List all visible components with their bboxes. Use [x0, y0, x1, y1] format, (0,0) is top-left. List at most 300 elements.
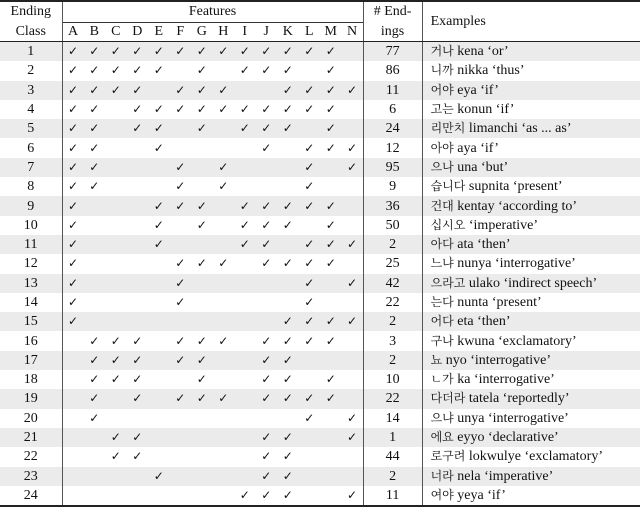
empty-cell — [191, 428, 213, 447]
ending-class-cell: 10 — [0, 216, 62, 235]
check-icon: ✓ — [282, 217, 293, 232]
empty-cell — [148, 254, 170, 273]
empty-cell — [170, 447, 192, 466]
empty-cell — [299, 351, 321, 370]
ending-class-header-2: Class — [0, 23, 62, 42]
table-row — [0, 428, 640, 447]
endings-count-cell: 9 — [363, 177, 422, 196]
empty-cell — [320, 177, 342, 196]
check-icon: ✓ — [320, 312, 342, 331]
empty-cell — [170, 486, 192, 506]
check-icon: ✓ — [277, 351, 299, 370]
check-icon: ✓ — [110, 372, 121, 387]
empty-cell — [148, 177, 170, 196]
empty-cell — [299, 428, 321, 447]
table-row — [0, 196, 640, 215]
endings-count-cell: 22 — [363, 389, 422, 408]
example-gloss: limanchi ‘as ... as’ — [465, 121, 572, 137]
example-gloss: yeya ‘if’ — [453, 487, 506, 503]
empty-cell — [256, 293, 278, 312]
check-icon: ✓ — [299, 274, 321, 293]
endings-count-cell: 2 — [363, 467, 422, 486]
check-icon: ✓ — [132, 372, 143, 387]
ending-class-cell: 12 — [0, 254, 62, 273]
empty-cell — [84, 486, 106, 506]
example-cell — [422, 177, 640, 196]
check-icon: ✓ — [153, 140, 164, 155]
example-cell — [422, 467, 640, 486]
example-korean: 습니다 — [430, 179, 466, 194]
empty-cell — [213, 216, 235, 235]
check-icon: ✓ — [110, 333, 121, 348]
example-gloss: unya ‘interrogative’ — [453, 410, 569, 426]
feature-column-i: I — [234, 23, 256, 42]
example-cell — [422, 351, 640, 370]
example-korean: 거나 — [430, 44, 454, 59]
feature-column-d: D — [127, 23, 149, 42]
check-icon: ✓ — [256, 428, 278, 447]
endings-count-cell: 10 — [363, 370, 422, 389]
check-icon: ✓ — [325, 333, 336, 348]
example-cell — [422, 119, 640, 138]
empty-cell — [127, 274, 149, 293]
empty-cell — [234, 351, 256, 370]
check-icon: ✓ — [304, 140, 315, 155]
check-icon: ✓ — [175, 102, 186, 117]
endings-count-cell: 1 — [363, 428, 422, 447]
empty-cell — [170, 119, 192, 138]
endings-count-cell: 44 — [363, 447, 422, 466]
empty-cell — [105, 158, 127, 177]
example-cell — [422, 370, 640, 389]
empty-cell — [127, 312, 149, 331]
empty-cell — [191, 293, 213, 312]
endings-count-cell: 22 — [363, 293, 422, 312]
table-body — [0, 42, 640, 507]
check-icon: ✓ — [299, 235, 321, 254]
example-gloss: kena ‘or’ — [453, 44, 509, 60]
check-icon: ✓ — [132, 63, 143, 78]
feature-column-f: F — [170, 23, 192, 42]
empty-cell — [170, 370, 192, 389]
empty-cell — [213, 274, 235, 293]
check-icon: ✓ — [256, 235, 278, 254]
example-korean: 다더라 — [430, 391, 466, 406]
check-icon: ✓ — [84, 81, 106, 100]
empty-cell — [127, 235, 149, 254]
empty-cell — [342, 389, 364, 408]
example-korean: 구나 — [430, 333, 454, 348]
check-icon: ✓ — [148, 119, 170, 138]
empty-cell — [320, 409, 342, 428]
empty-cell — [84, 216, 106, 235]
endings-count-cell: 11 — [363, 81, 422, 100]
check-icon: ✓ — [132, 102, 143, 117]
empty-cell — [256, 312, 278, 331]
table-row — [0, 254, 640, 273]
empty-cell — [170, 428, 192, 447]
ending-class-cell: 18 — [0, 370, 62, 389]
check-icon: ✓ — [304, 256, 315, 271]
table-row — [0, 467, 640, 486]
ending-class-cell: 16 — [0, 331, 62, 350]
check-icon: ✓ — [127, 351, 149, 370]
example-cell — [422, 293, 640, 312]
check-icon: ✓ — [89, 179, 100, 194]
check-icon: ✓ — [62, 196, 84, 215]
example-korean: 여야 — [430, 487, 454, 502]
check-icon: ✓ — [196, 372, 207, 387]
check-icon: ✓ — [277, 312, 299, 331]
check-icon: ✓ — [196, 102, 207, 117]
check-icon: ✓ — [153, 102, 164, 117]
check-icon: ✓ — [320, 196, 342, 215]
ending-class-cell: 23 — [0, 467, 62, 486]
check-icon: ✓ — [84, 42, 106, 62]
empty-cell — [213, 235, 235, 254]
empty-cell — [191, 486, 213, 506]
check-icon: ✓ — [256, 486, 278, 506]
example-gloss: nunya ‘interrogative’ — [453, 256, 576, 272]
example-korean: 어야 — [430, 82, 454, 97]
check-icon: ✓ — [175, 333, 186, 348]
empty-cell — [105, 274, 127, 293]
example-korean: 뇨 — [430, 352, 443, 367]
check-icon: ✓ — [234, 235, 256, 254]
check-icon: ✓ — [196, 256, 207, 271]
check-icon: ✓ — [191, 42, 213, 62]
empty-cell — [256, 177, 278, 196]
feature-column-m: M — [320, 23, 342, 42]
check-icon: ✓ — [325, 256, 336, 271]
check-icon: ✓ — [62, 312, 84, 331]
empty-cell — [170, 138, 192, 157]
example-korean: 니까 — [430, 63, 454, 78]
empty-cell — [84, 235, 106, 254]
ending-class-cell: 2 — [0, 61, 62, 80]
empty-cell — [342, 196, 364, 215]
endings-count-cell: 6 — [363, 100, 422, 119]
example-korean: 어다 — [430, 314, 454, 329]
example-gloss: nunta ‘present’ — [453, 295, 542, 310]
ending-class-cell: 24 — [0, 486, 62, 506]
check-icon: ✓ — [239, 102, 250, 117]
empty-cell — [148, 81, 170, 100]
check-icon: ✓ — [234, 119, 256, 138]
empty-cell — [234, 370, 256, 389]
example-gloss: nyo ‘interrogative’ — [442, 352, 552, 368]
empty-cell — [191, 409, 213, 428]
table-row — [0, 293, 640, 312]
table-row — [0, 351, 640, 370]
endings-count-header-2: ings — [363, 23, 422, 42]
empty-cell — [234, 409, 256, 428]
check-icon: ✓ — [110, 449, 121, 464]
check-icon: ✓ — [89, 372, 100, 387]
check-icon: ✓ — [218, 256, 229, 271]
endings-count-header: # End- — [363, 1, 422, 23]
example-korean: 고는 — [430, 102, 454, 117]
check-icon: ✓ — [67, 256, 79, 271]
empty-cell — [342, 216, 364, 235]
empty-cell — [191, 447, 213, 466]
endings-count-cell: 36 — [363, 196, 422, 215]
empty-cell — [234, 467, 256, 486]
ending-class-cell: 5 — [0, 119, 62, 138]
check-icon: ✓ — [299, 158, 321, 177]
check-icon: ✓ — [218, 102, 229, 117]
check-icon: ✓ — [304, 333, 315, 348]
endings-count-cell: 77 — [363, 42, 422, 62]
example-gloss: nikka ‘thus’ — [453, 63, 525, 79]
endings-count-cell: 24 — [363, 119, 422, 138]
features-header: Features — [62, 1, 363, 23]
empty-cell — [256, 274, 278, 293]
empty-cell — [213, 467, 235, 486]
empty-cell — [105, 312, 127, 331]
empty-cell — [320, 293, 342, 312]
example-cell — [422, 447, 640, 466]
empty-cell — [299, 216, 321, 235]
endings-count-cell: 86 — [363, 61, 422, 80]
check-icon: ✓ — [320, 42, 342, 62]
check-icon: ✓ — [67, 217, 79, 232]
check-icon: ✓ — [342, 428, 364, 447]
empty-cell — [62, 467, 84, 486]
empty-cell — [62, 409, 84, 428]
check-icon: ✓ — [170, 274, 192, 293]
check-icon: ✓ — [342, 312, 364, 331]
example-gloss: una ‘but’ — [453, 159, 509, 175]
empty-cell — [320, 447, 342, 466]
endings-count-cell: 12 — [363, 138, 422, 157]
example-korean: 아다 — [430, 237, 454, 252]
check-icon: ✓ — [256, 351, 278, 370]
empty-cell — [277, 138, 299, 157]
example-cell — [422, 409, 640, 428]
empty-cell — [127, 216, 149, 235]
examples-header: Examples — [422, 1, 640, 42]
check-icon: ✓ — [342, 486, 364, 506]
empty-cell — [299, 61, 321, 80]
check-icon: ✓ — [213, 158, 235, 177]
empty-cell — [277, 235, 299, 254]
check-icon: ✓ — [170, 351, 192, 370]
empty-cell — [342, 331, 364, 350]
check-icon: ✓ — [320, 389, 342, 408]
empty-cell — [213, 447, 235, 466]
empty-cell — [299, 447, 321, 466]
empty-cell — [105, 254, 127, 273]
endings-count-cell: 25 — [363, 254, 422, 273]
check-icon: ✓ — [89, 410, 100, 425]
example-korean: 아야 — [430, 140, 454, 155]
empty-cell — [342, 42, 364, 62]
ending-class-cell: 9 — [0, 196, 62, 215]
empty-cell — [127, 293, 149, 312]
check-icon: ✓ — [304, 410, 315, 425]
empty-cell — [320, 486, 342, 506]
empty-cell — [84, 196, 106, 215]
check-icon: ✓ — [282, 102, 293, 117]
empty-cell — [105, 177, 127, 196]
empty-cell — [105, 138, 127, 157]
empty-cell — [234, 293, 256, 312]
example-cell — [422, 312, 640, 331]
check-icon: ✓ — [170, 42, 192, 62]
empty-cell — [342, 447, 364, 466]
empty-cell — [213, 428, 235, 447]
example-korean: 으냐 — [430, 410, 454, 425]
empty-cell — [256, 158, 278, 177]
check-icon: ✓ — [148, 467, 170, 486]
example-cell — [422, 216, 640, 235]
example-gloss: eta ‘then’ — [453, 314, 511, 330]
check-icon: ✓ — [261, 102, 272, 117]
check-icon: ✓ — [84, 389, 106, 408]
example-cell — [422, 486, 640, 506]
empty-cell — [105, 235, 127, 254]
check-icon: ✓ — [84, 119, 106, 138]
check-icon: ✓ — [261, 63, 272, 78]
empty-cell — [127, 177, 149, 196]
empty-cell — [299, 486, 321, 506]
feature-column-a: A — [62, 23, 84, 42]
check-icon: ✓ — [299, 312, 321, 331]
table-row — [0, 235, 640, 254]
check-icon: ✓ — [261, 256, 272, 271]
empty-cell — [148, 370, 170, 389]
check-icon: ✓ — [148, 235, 170, 254]
check-icon: ✓ — [277, 81, 299, 100]
check-icon: ✓ — [170, 81, 192, 100]
example-korean: 에요 — [430, 430, 454, 445]
example-gloss: ata ‘then’ — [453, 237, 511, 253]
check-icon: ✓ — [153, 217, 164, 232]
check-icon: ✓ — [175, 256, 186, 271]
example-gloss: nela ‘imperative’ — [453, 468, 554, 484]
empty-cell — [320, 428, 342, 447]
empty-cell — [342, 61, 364, 80]
check-icon: ✓ — [191, 119, 213, 138]
check-icon: ✓ — [299, 196, 321, 215]
check-icon: ✓ — [256, 196, 278, 215]
check-icon: ✓ — [282, 256, 293, 271]
empty-cell — [277, 409, 299, 428]
check-icon: ✓ — [89, 333, 100, 348]
empty-cell — [148, 428, 170, 447]
empty-cell — [84, 312, 106, 331]
check-icon: ✓ — [218, 333, 229, 348]
endings-count-cell: 14 — [363, 409, 422, 428]
feature-column-n: N — [342, 23, 364, 42]
table-row — [0, 177, 640, 196]
empty-cell — [234, 138, 256, 157]
empty-cell — [213, 486, 235, 506]
check-icon: ✓ — [325, 63, 336, 78]
table-row — [0, 138, 640, 157]
empty-cell — [342, 119, 364, 138]
ending-class-cell: 21 — [0, 428, 62, 447]
check-icon: ✓ — [342, 235, 364, 254]
table-row — [0, 389, 640, 408]
empty-cell — [277, 293, 299, 312]
check-icon: ✓ — [277, 196, 299, 215]
check-icon: ✓ — [62, 235, 84, 254]
example-gloss: kentay ‘according to’ — [453, 198, 578, 214]
check-icon: ✓ — [304, 295, 315, 309]
table-row — [0, 81, 640, 100]
check-icon: ✓ — [325, 372, 336, 387]
table-row — [0, 158, 640, 177]
table-row — [0, 447, 640, 466]
ending-class-header: Ending — [0, 1, 62, 23]
check-icon: ✓ — [256, 119, 278, 138]
ending-class-cell: 4 — [0, 100, 62, 119]
empty-cell — [234, 158, 256, 177]
ending-class-cell: 13 — [0, 274, 62, 293]
example-gloss: konun ‘if’ — [453, 102, 515, 118]
example-gloss: lokwulye ‘exclamatory’ — [465, 449, 603, 465]
endings-count-cell: 11 — [363, 486, 422, 506]
check-icon: ✓ — [277, 42, 299, 62]
check-icon: ✓ — [239, 217, 250, 232]
check-icon: ✓ — [127, 428, 149, 447]
empty-cell — [213, 409, 235, 428]
check-icon: ✓ — [277, 389, 299, 408]
check-icon: ✓ — [213, 81, 235, 100]
ending-class-cell: 7 — [0, 158, 62, 177]
check-icon: ✓ — [62, 274, 84, 293]
endings-count-cell: 2 — [363, 235, 422, 254]
example-korean: 로구려 — [430, 449, 466, 464]
check-icon: ✓ — [320, 81, 342, 100]
example-cell — [422, 254, 640, 273]
ending-class-cell: 19 — [0, 389, 62, 408]
check-icon: ✓ — [234, 42, 256, 62]
check-icon: ✓ — [127, 81, 149, 100]
check-icon: ✓ — [261, 217, 272, 232]
check-icon: ✓ — [196, 217, 207, 232]
check-icon: ✓ — [191, 81, 213, 100]
check-icon: ✓ — [299, 81, 321, 100]
empty-cell — [234, 447, 256, 466]
check-icon: ✓ — [89, 102, 100, 117]
table-row — [0, 42, 640, 62]
empty-cell — [148, 293, 170, 312]
empty-cell — [213, 370, 235, 389]
empty-cell — [234, 331, 256, 350]
check-icon: ✓ — [67, 102, 79, 117]
check-icon: ✓ — [347, 140, 358, 155]
check-icon: ✓ — [67, 140, 79, 155]
check-icon: ✓ — [84, 351, 106, 370]
example-cell — [422, 81, 640, 100]
example-korean: 으나 — [430, 159, 454, 174]
empty-cell — [105, 389, 127, 408]
check-icon: ✓ — [282, 333, 293, 348]
empty-cell — [127, 196, 149, 215]
example-cell — [422, 138, 640, 157]
example-cell — [422, 196, 640, 215]
check-icon: ✓ — [256, 42, 278, 62]
example-cell — [422, 274, 640, 293]
empty-cell — [148, 274, 170, 293]
empty-cell — [62, 428, 84, 447]
check-icon: ✓ — [347, 410, 358, 425]
example-korean: 느냐 — [430, 256, 454, 271]
check-icon: ✓ — [84, 158, 106, 177]
